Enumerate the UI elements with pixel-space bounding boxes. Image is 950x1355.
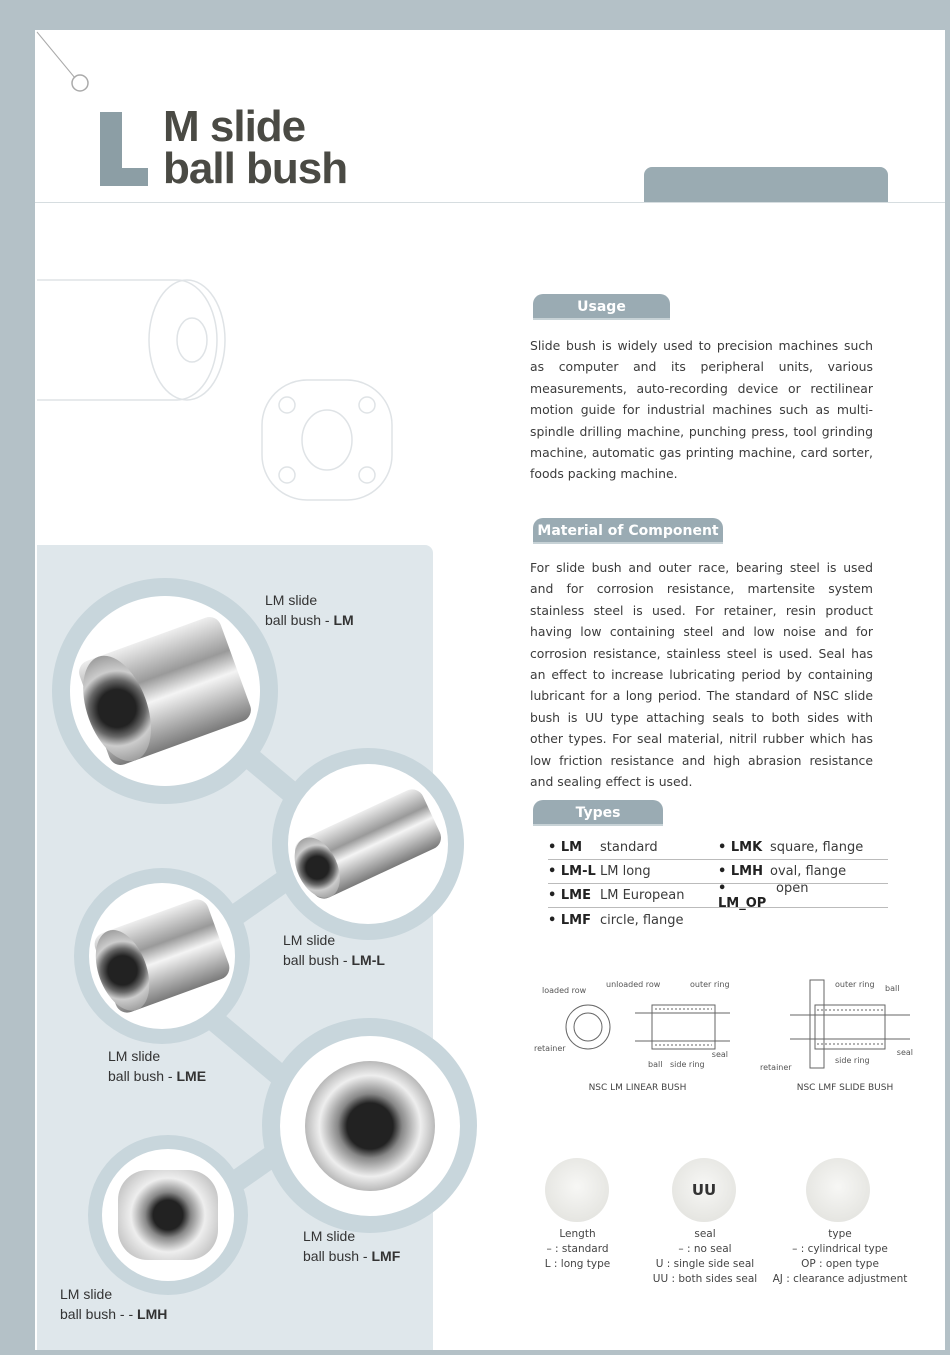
- lm-linear-bush-diagram: [530, 975, 730, 1075]
- corner-pin-decoration: [35, 30, 95, 95]
- diagram-label: retainer: [760, 1063, 792, 1072]
- types-row: [548, 836, 888, 860]
- type-code: • LMF: [548, 912, 591, 928]
- diagram-label: seal: [711, 1050, 728, 1059]
- title-line2: ball bush: [163, 144, 348, 193]
- product-lmf-image: [262, 1018, 477, 1233]
- type-code: • LM-L: [548, 864, 596, 879]
- product-lm-l-image: [272, 748, 464, 940]
- product-label-lmh: LM slide ball bush - - LMH: [60, 1286, 168, 1322]
- type-desc: oval, flange: [770, 864, 847, 879]
- lmf-slide-bush-diagram: [755, 975, 915, 1075]
- diagram-label: ball: [648, 1060, 663, 1069]
- type-desc: LM European: [600, 888, 685, 903]
- product-label-lm-l: LM slide ball bush - LM-L: [283, 932, 385, 968]
- usage-heading: Usage: [533, 294, 670, 320]
- type-desc: open: [776, 880, 809, 896]
- length-ball: [545, 1158, 609, 1222]
- type-desc: circle, flange: [600, 912, 684, 928]
- header-bar: [644, 167, 888, 202]
- type-ball: [806, 1158, 870, 1222]
- type-code: • LM: [548, 840, 583, 855]
- length-legend: Length – : standard L : long type: [544, 1228, 611, 1270]
- types-row: [548, 880, 888, 911]
- type-desc: standard: [600, 840, 658, 855]
- type-code: • LMK: [718, 840, 763, 855]
- type-code: • LMH: [718, 864, 763, 879]
- type-code: • LME: [548, 888, 591, 903]
- diagram-label: unloaded row: [606, 980, 661, 989]
- faded-product-illustration: [37, 260, 437, 530]
- title-initial-L: [100, 112, 148, 186]
- lmf-diagram-caption: NSC LMF SLIDE BUSH: [796, 1083, 894, 1093]
- lm-diagram-caption: NSC LM LINEAR BUSH: [588, 1083, 687, 1093]
- product-lmh-image: [88, 1135, 248, 1295]
- product-label-lmf: LM slide ball bush - LMF: [303, 1228, 401, 1264]
- diagram-label: ball: [885, 984, 900, 993]
- diagram-label: loaded row: [542, 986, 587, 995]
- title-line1: M slide: [163, 102, 306, 151]
- types-heading: Types: [533, 800, 663, 826]
- seal-legend: seal – : no seal U : single side seal UU : both sides seal: [652, 1228, 758, 1285]
- diagram-label: side ring: [835, 1056, 870, 1065]
- diagram-label: retainer: [534, 1044, 566, 1053]
- type-desc: LM long: [600, 864, 651, 879]
- seal-ball: UU: [672, 1158, 736, 1222]
- diagram-label: outer ring: [690, 980, 730, 989]
- page-title: [163, 102, 348, 193]
- material-heading: Material of Component: [533, 518, 723, 544]
- usage-text: Slide bush is widely used to precision machines such as computer and its peripheral units, various measurements, auto-recording device or rectilinear motion guide for industrial machines such as multi-spindle drilling machine, punching press, tool grinding machine, automatic gas printing machine, card sorter, foods packing machine.: [530, 338, 873, 482]
- diagram-label: seal: [896, 1048, 913, 1057]
- product-lm-image: [52, 578, 278, 804]
- type-legend: type – : cylindrical type OP : open type AJ : clearance adjustment: [772, 1228, 908, 1285]
- header-divider: [35, 202, 945, 203]
- types-table: [548, 836, 888, 932]
- material-text: For slide bush and outer race, bearing steel is used and for corrosion resistance, martensite system stainless steel is used. For retainer, resin product having low containing steel and low noise and for corrosion resistance, stainless steel is used. Seal has an effect to increase lubricating period by containing lubricant for a long period. The standard of NSC slide bush is UU type attaching seals to both sides with other types. For seal material, nitril rubber which has low friction resistance and high abrasion resistance and sealing effect is used.: [530, 560, 873, 790]
- diagram-label: side ring: [670, 1060, 705, 1069]
- product-lme-image: [74, 868, 250, 1044]
- types-row: [548, 908, 888, 932]
- product-label-lm: LM slide ball bush - LM: [265, 592, 354, 628]
- diagram-label: outer ring: [835, 980, 875, 989]
- type-code: • LM_OP: [718, 880, 767, 911]
- product-label-lme: LM slide ball bush - LME: [108, 1048, 207, 1084]
- type-desc: square, flange: [770, 840, 864, 855]
